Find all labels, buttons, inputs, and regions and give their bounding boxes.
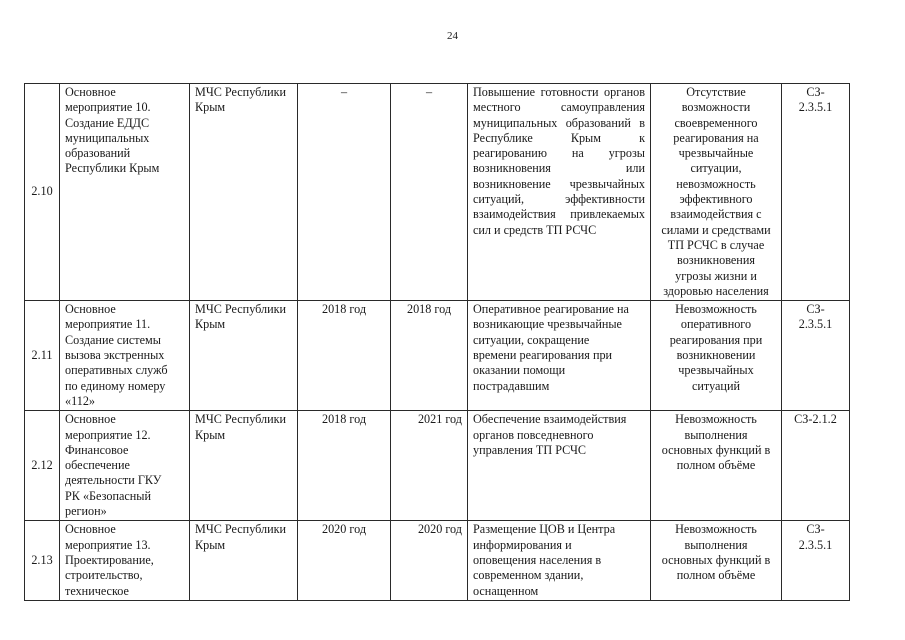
expected-result: Размещение ЦОВ и Центра информирования и оповещения населения в современном здании, оснащенном (473, 522, 616, 598)
expected-result: Повышение готовности органов местного самоуправления муниципальных образований в Республике Крым к реагированию на угрозы возникновения или возникновение чрезвычайных ситуаций, эффективности взаимодействия привлекаемых сил и средств ТП РСЧС (473, 85, 645, 237)
measure-name-cell (60, 411, 190, 521)
executor: МЧС Республики Крым (195, 522, 287, 552)
executor-cell (190, 301, 298, 411)
page-number: 24 (447, 30, 458, 42)
executor-cell (190, 84, 298, 301)
consequences: Невозможность выполнения основных функций в полном объёме (661, 522, 771, 583)
table-row (25, 411, 850, 521)
start-year: – (340, 85, 348, 99)
start-cell (298, 301, 391, 411)
indicator-link: СЗ-2.1.2 (794, 412, 837, 427)
measure-name: Основное мероприятие 11. Создание системы вызова экстренных оперативных служб по единому номеру «112» (65, 302, 168, 408)
row-number: 2.12 (31, 458, 53, 473)
consequences: Невозможность выполнения основных функций в полном объёме (661, 412, 771, 473)
link-cell (782, 84, 850, 301)
row-number-cell (25, 411, 60, 521)
start-cell (298, 84, 391, 301)
measure-name: Основное мероприятие 13. Проектирование, строительство, техническое (65, 522, 154, 598)
measure-name: Основное мероприятие 12. Финансовое обеспечение деятельности ГКУ РК «Безопасный регион» (65, 412, 162, 519)
measure-name: Основное мероприятие 10. Создание ЕДДС муниципальных образований Республики Крым (65, 85, 160, 176)
measure-name-cell (60, 521, 190, 600)
expected-result: Оперативное реагирование на возникающие чрезвычайные ситуации, сокращение времени реагирования при оказании помощи пострадавшим (473, 302, 629, 393)
indicator-link: СЗ- 2.3.5.1 (798, 85, 833, 115)
end-cell (391, 301, 468, 411)
consequences-cell (651, 84, 782, 301)
start-year: 2018 год (321, 302, 367, 317)
result-cell (468, 84, 651, 301)
end-cell (391, 521, 468, 600)
executor: МЧС Республики Крым (195, 302, 287, 332)
link-cell (782, 411, 850, 521)
result-cell (468, 411, 651, 521)
row-number: 2.10 (31, 184, 53, 199)
consequences: Невозможность оперативного реагирования при возникновении чрезвычайных ситуаций (669, 302, 763, 393)
table-row (25, 301, 850, 411)
executor: МЧС Республики Крым (195, 412, 287, 442)
result-cell (468, 301, 651, 411)
row-number-cell (25, 521, 60, 600)
measure-name-cell (60, 301, 190, 411)
end-cell (391, 411, 468, 521)
measures-table (24, 83, 850, 601)
end-year: 2021 год (417, 412, 462, 427)
end-year: 2018 год (406, 302, 452, 317)
row-number-cell (25, 84, 60, 301)
row-number: 2.11 (31, 348, 53, 363)
table-row (25, 521, 850, 600)
end-year: – (425, 85, 433, 99)
executor-cell (190, 411, 298, 521)
consequences-cell (651, 521, 782, 600)
indicator-link: СЗ- 2.3.5.1 (798, 522, 833, 552)
start-year: 2020 год (321, 522, 367, 537)
result-cell (468, 521, 651, 600)
indicator-link: СЗ- 2.3.5.1 (798, 302, 833, 332)
link-cell (782, 521, 850, 600)
start-year: 2018 год (321, 412, 367, 427)
link-cell (782, 301, 850, 411)
consequences: Отсутствие возможности своевременного реагирования на чрезвычайные ситуации, невозможность эффективного взаимодействия с силами и средствами ТП РСЧС в случае возникновения угрозы жизни и здоровью населения (661, 85, 771, 298)
expected-result: Обеспечение взаимодействия органов повседневного управления ТП РСЧС (473, 412, 627, 457)
consequences-cell (651, 301, 782, 411)
start-cell (298, 411, 391, 521)
executor: МЧС Республики Крым (195, 85, 287, 115)
end-cell (391, 84, 468, 301)
end-year: 2020 год (417, 522, 462, 537)
start-cell (298, 521, 391, 600)
executor-cell (190, 521, 298, 600)
measure-name-cell (60, 84, 190, 301)
row-number: 2.13 (31, 552, 53, 567)
row-number-cell (25, 301, 60, 411)
table-row (25, 84, 850, 301)
consequences-cell (651, 411, 782, 521)
